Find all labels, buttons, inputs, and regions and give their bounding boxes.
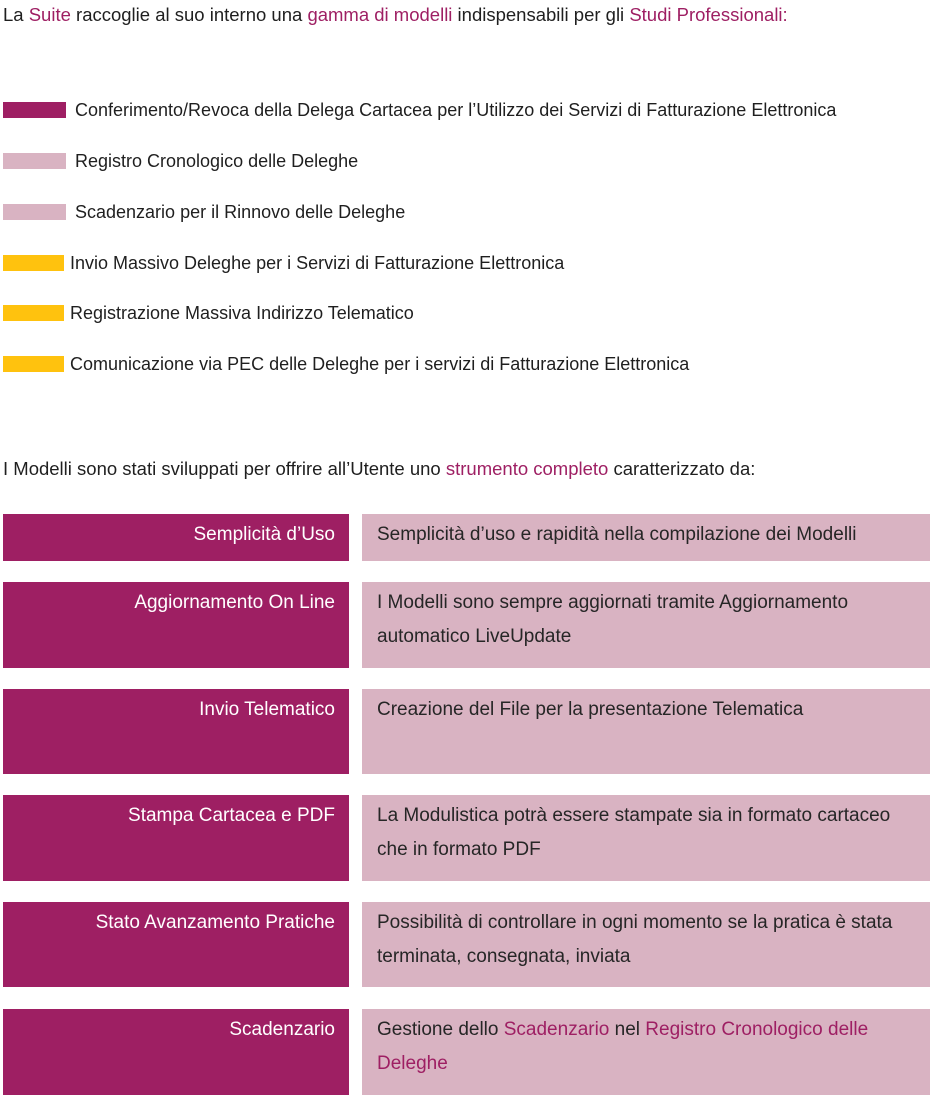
model-label: Conferimento/Revoca della Delega Cartacea per l’Utilizzo dei Servizi di Fatturazione Elettronica bbox=[75, 99, 837, 120]
model-item bbox=[3, 353, 689, 375]
feature-row bbox=[3, 902, 930, 987]
feature-description: Semplicità d’uso e rapidità nella compilazione dei Modelli bbox=[362, 514, 930, 561]
subtitle-text-2: caratterizzato da: bbox=[608, 458, 756, 479]
intro-text-2: raccoglie al suo interno una bbox=[70, 4, 308, 25]
model-item bbox=[3, 99, 836, 121]
intro-text-3: indispensabili per gli bbox=[452, 4, 630, 25]
desc-text-2: nel bbox=[609, 1019, 646, 1040]
intro-text bbox=[3, 4, 788, 26]
feature-description: I Modelli sono sempre aggiornati tramite Aggiornamento automatico LiveUpdate bbox=[362, 582, 930, 668]
color-swatch bbox=[3, 153, 66, 169]
model-item bbox=[3, 252, 564, 274]
feature-row bbox=[3, 514, 930, 561]
feature-description: La Modulistica potrà essere stampate sia in formato cartaceo che in formato PDF bbox=[362, 795, 930, 881]
color-swatch bbox=[3, 255, 64, 271]
subtitle-text-1: I Modelli sono stati sviluppati per offrire all’Utente uno bbox=[3, 458, 446, 479]
intro-highlight-studi: Studi Professionali: bbox=[629, 4, 788, 25]
desc-text-1: Gestione dello bbox=[377, 1019, 504, 1040]
feature-row bbox=[3, 689, 930, 774]
intro-highlight-suite: Suite bbox=[28, 4, 71, 25]
feature-row bbox=[3, 1009, 930, 1095]
feature-title: Aggiornamento On Line bbox=[3, 582, 349, 668]
color-swatch bbox=[3, 102, 66, 118]
feature-description: Creazione del File per la presentazione Telematica bbox=[362, 689, 930, 774]
model-label: Scadenzario per il Rinnovo delle Deleghe bbox=[75, 201, 406, 222]
model-label: Comunicazione via PEC delle Deleghe per i servizi di Fatturazione Elettronica bbox=[70, 353, 690, 374]
model-label: Invio Massivo Deleghe per i Servizi di Fatturazione Elettronica bbox=[70, 252, 565, 273]
section-subtitle bbox=[3, 458, 755, 480]
intro-highlight-gamma: gamma di modelli bbox=[307, 4, 453, 25]
model-label: Registrazione Massiva Indirizzo Telematico bbox=[70, 302, 414, 323]
color-swatch bbox=[3, 356, 64, 372]
feature-title: Scadenzario bbox=[3, 1009, 349, 1095]
model-label: Registro Cronologico delle Deleghe bbox=[75, 150, 359, 171]
feature-title: Invio Telematico bbox=[3, 689, 349, 774]
intro-text-1: La bbox=[3, 4, 29, 25]
color-swatch bbox=[3, 204, 66, 220]
desc-highlight-scadenzario: Scadenzario bbox=[503, 1019, 610, 1040]
feature-title: Semplicità d’Uso bbox=[3, 514, 349, 561]
feature-description: Possibilità di controllare in ogni momento se la pratica è stata terminata, consegnata, inviata bbox=[362, 902, 930, 987]
feature-row bbox=[3, 582, 930, 668]
subtitle-highlight: strumento completo bbox=[445, 458, 609, 479]
color-swatch bbox=[3, 305, 64, 321]
feature-title: Stampa Cartacea e PDF bbox=[3, 795, 349, 881]
feature-description bbox=[362, 1009, 930, 1095]
model-item bbox=[3, 302, 414, 324]
model-item bbox=[3, 150, 358, 172]
desc-highlight-registro: Registro Cronologico delle Deleghe bbox=[377, 1019, 869, 1074]
model-item bbox=[3, 201, 405, 223]
feature-title: Stato Avanzamento Pratiche bbox=[3, 902, 349, 987]
feature-row bbox=[3, 795, 930, 881]
